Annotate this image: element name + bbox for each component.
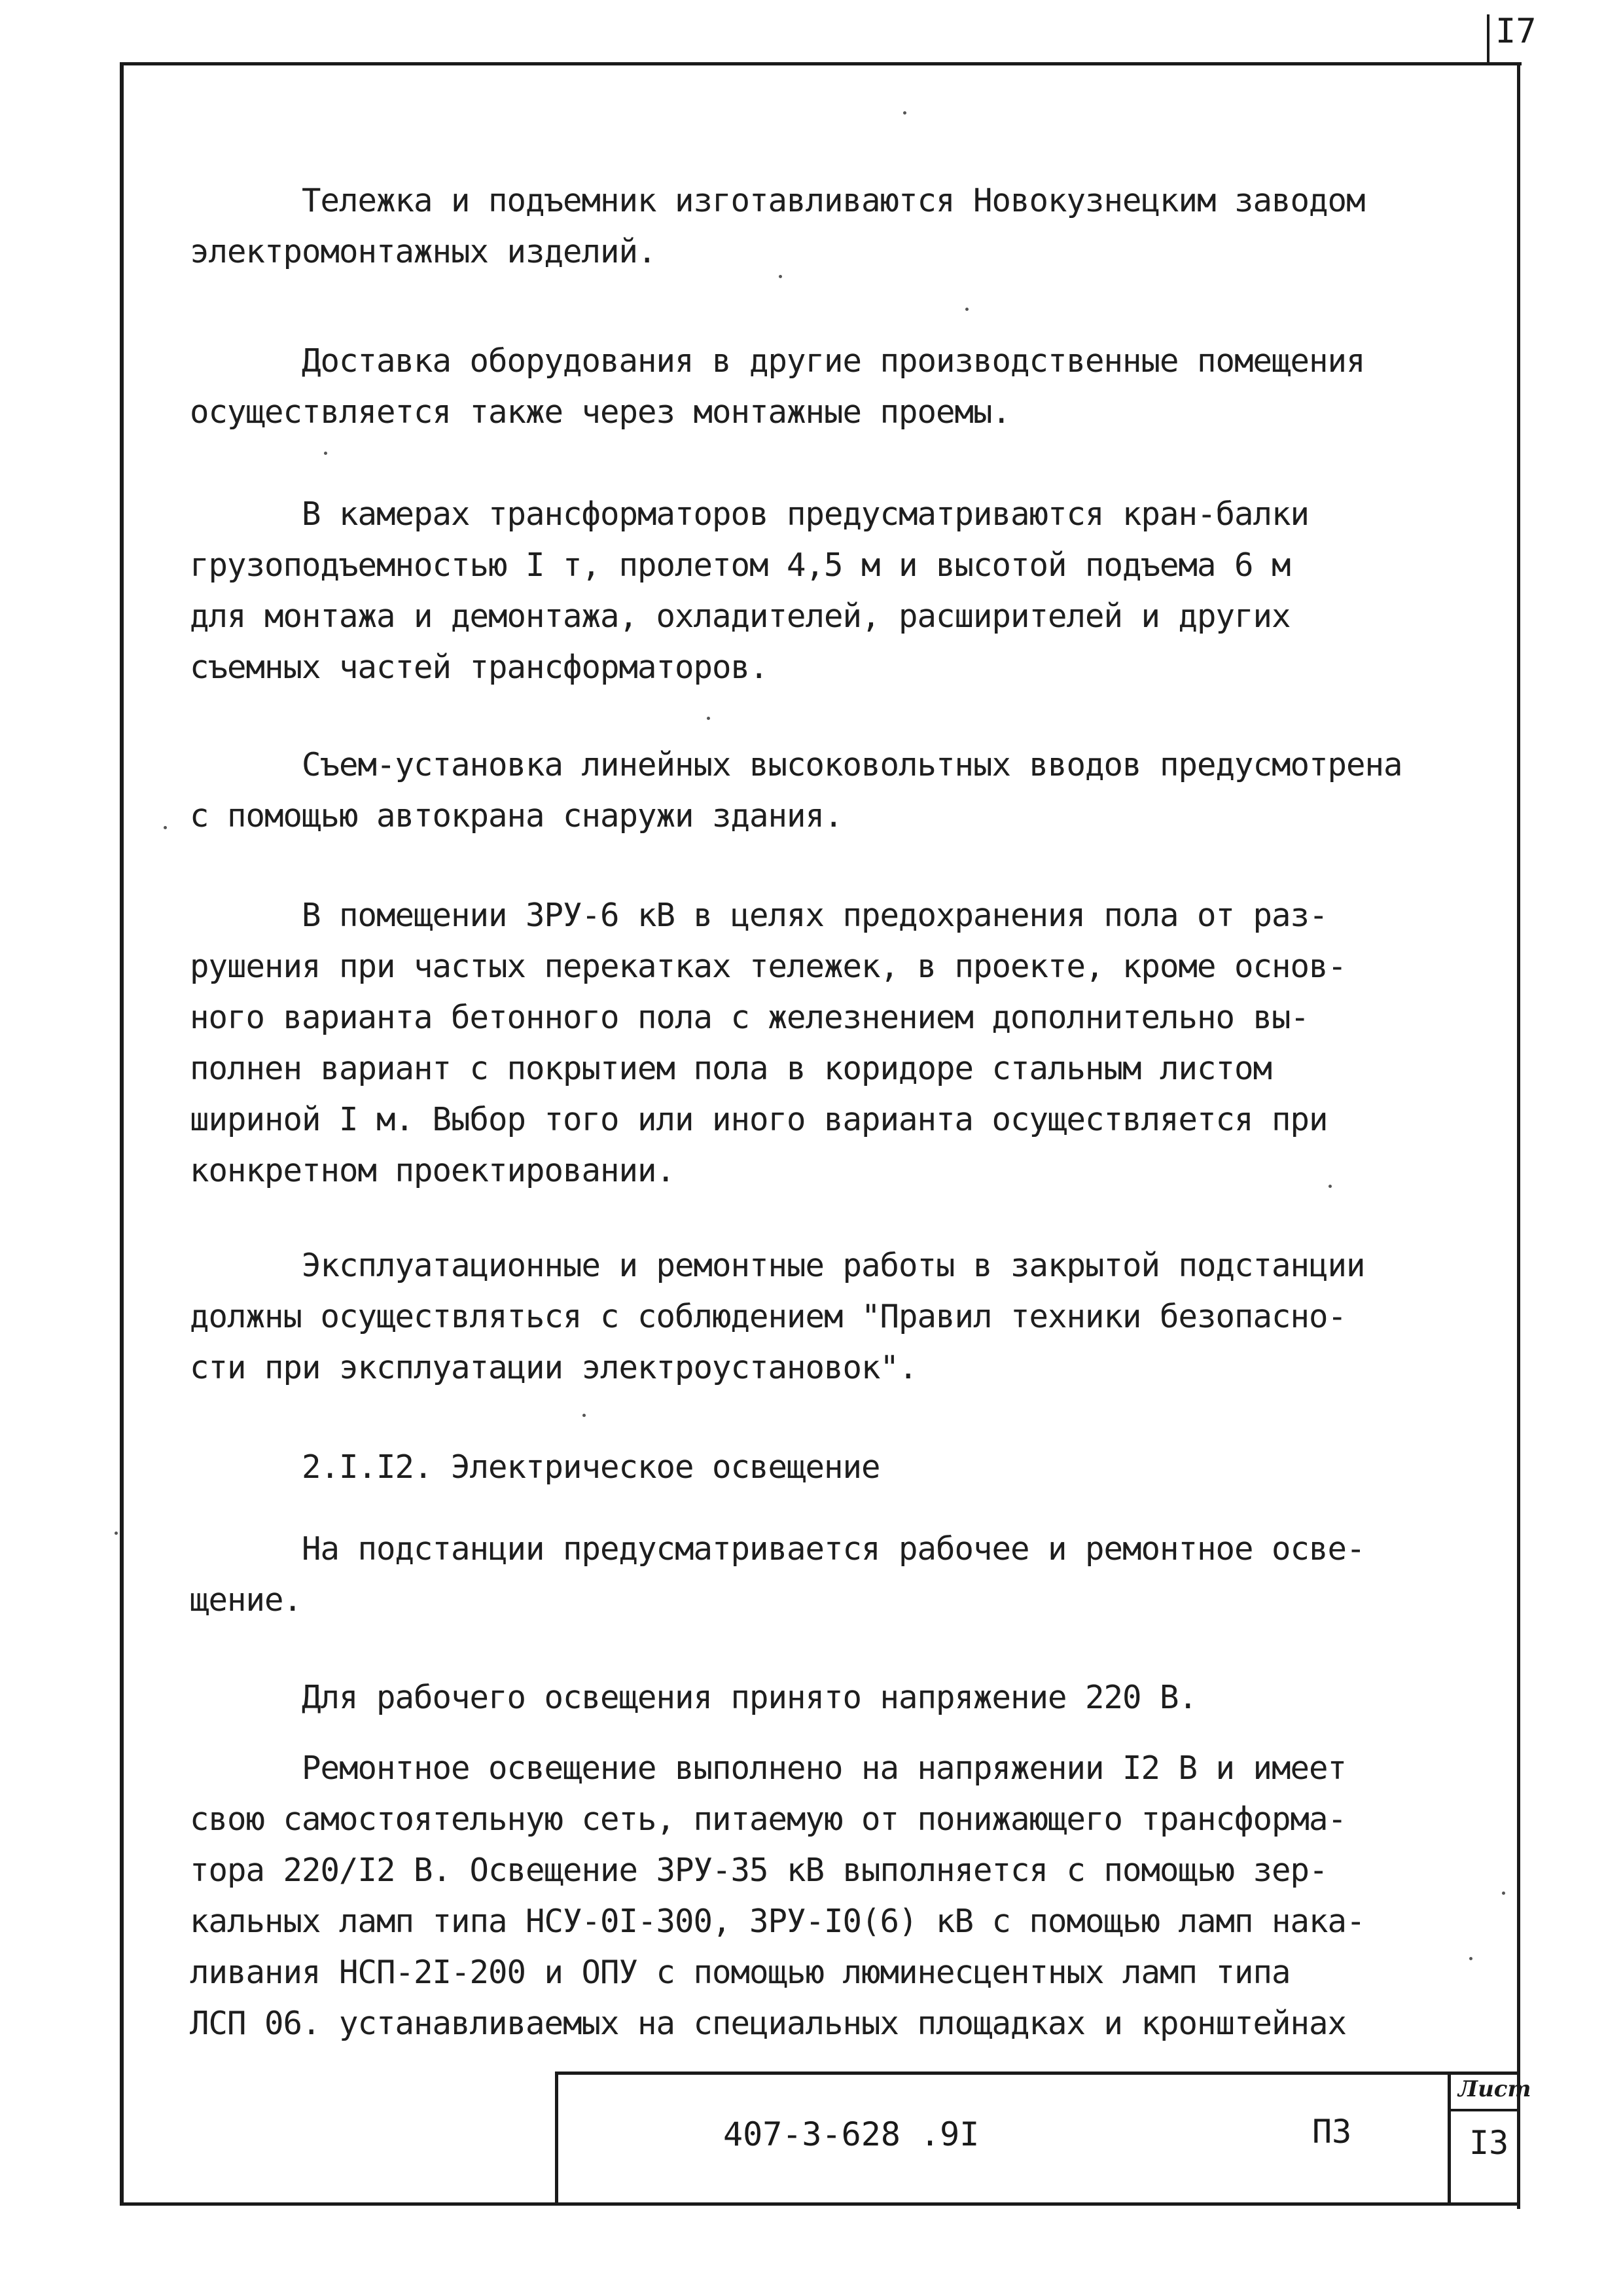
text-line: съемных частей трансформаторов. [190,649,768,686]
frame-left-border [120,62,124,2206]
text-line: щение. [190,1581,302,1619]
paragraph-equipment-delivery [190,336,1499,438]
scan-speck [115,1532,118,1535]
title-block-sheet-label-divider [1448,2109,1518,2111]
text-line: электромонтажных изделий. [190,233,656,270]
section-heading-lighting [190,1442,1499,1493]
scan-speck [324,452,327,455]
text-line: рушения при частых перекатках тележек, в проекте, кроме основ- [190,948,1347,985]
paragraph-lighting-types [190,1524,1499,1626]
scan-speck [1329,1185,1332,1188]
scan-speck [779,275,782,278]
scan-speck [903,111,906,115]
title-block-top-border [556,2072,1518,2075]
text-line: должны осуществляться с соблюдением "Правил техники безопасно- [190,1298,1347,1335]
paragraph-floor-protection [190,890,1499,1196]
text-line: осуществляется также через монтажные проемы. [190,393,1011,431]
frame-right-border [1517,62,1520,2209]
sheet-label: Лист [1458,2076,1531,2102]
text-line: кальных ламп типа НСУ-0I-300, ЗРУ-I0(6) кВ с помощью ламп нака- [190,1903,1365,1940]
text-line: Съем-установка линейных высоковольтных вводов предусмотрена [190,746,1402,783]
text-line: Для рабочего освещения принято напряжение 220 В. [190,1679,1198,1716]
text-line: 2.I.I2. Электрическое освещение [190,1448,880,1486]
text-line: шириной I м. Выбор того или иного варианта осуществляется при [190,1101,1328,1138]
scan-speck [1469,1957,1472,1960]
text-line: ЛСП 06. устанавливаемых на специальных площадках и кронштейнах [190,2005,1347,2042]
scan-speck [582,1414,586,1417]
sheet-number: I3 [1469,2124,1509,2162]
text-line: ного варианта бетонного пола с железнением дополнительно вы- [190,999,1310,1036]
paragraph-bushings-removal [190,740,1499,842]
corner-number-tick [1487,14,1489,64]
scan-speck [1502,1892,1505,1895]
text-line: ливания НСП-2I-200 и ОПУ с помощью люминесцентных ламп типа [190,1954,1291,1991]
frame-top-border [121,62,1522,65]
text-line: Доставка оборудования в другие производственные помещения [190,342,1365,380]
scan-speck [164,826,167,829]
text-line: свою самостоятельную сеть, питаемую от понижающего трансформа- [190,1801,1347,1838]
text-line: сти при эксплуатации электроустановок". [190,1349,918,1386]
frame-bottom-border [120,2202,1520,2206]
document-code: ПЗ [1312,2113,1352,2151]
text-line: с помощью автокрана снаружи здания. [190,797,843,834]
paragraph-repair-lighting [190,1743,1499,2049]
text-line: грузоподъемностью I т, пролетом 4,5 м и высотой подъема 6 м [190,547,1291,584]
text-line: В камерах трансформаторов предусматриваются кран-балки [190,495,1310,533]
text-line: На подстанции предусматривается рабочее и ремонтное осве- [190,1530,1365,1568]
text-line: тора 220/I2 В. Освещение ЗРУ-35 кВ выполняется с помощью зер- [190,1852,1328,1889]
document-designation: 407-3-628 .9I [723,2115,980,2153]
text-line: Тележка и подъемник изготавливаются Новокузнецким заводом [190,182,1365,219]
text-line: конкретном проектировании. [190,1152,675,1189]
text-line: Ремонтное освещение выполнено на напряжении I2 В и имеет [190,1749,1347,1787]
text-line: Эксплуатационные и ремонтные работы в закрытой подстанции [190,1247,1365,1284]
text-line: полнен вариант с покрытием пола в коридоре стальным листом [190,1050,1272,1087]
paragraph-transformer-cranes [190,489,1499,693]
paragraph-delivery-trolley [190,175,1499,278]
scan-speck [965,308,969,311]
paragraph-operation-rules [190,1240,1499,1393]
corner-page-number: I7 [1495,12,1537,51]
title-block-left-border [555,2072,558,2206]
scan-speck [707,717,710,720]
title-block-sheet-divider [1448,2072,1451,2206]
text-line: В помещении ЗРУ-6 кВ в целях предохранения пола от раз- [190,897,1328,934]
text-line: для монтажа и демонтажа, охладителей, расширителей и других [190,598,1291,635]
paragraph-working-voltage [190,1672,1499,1723]
